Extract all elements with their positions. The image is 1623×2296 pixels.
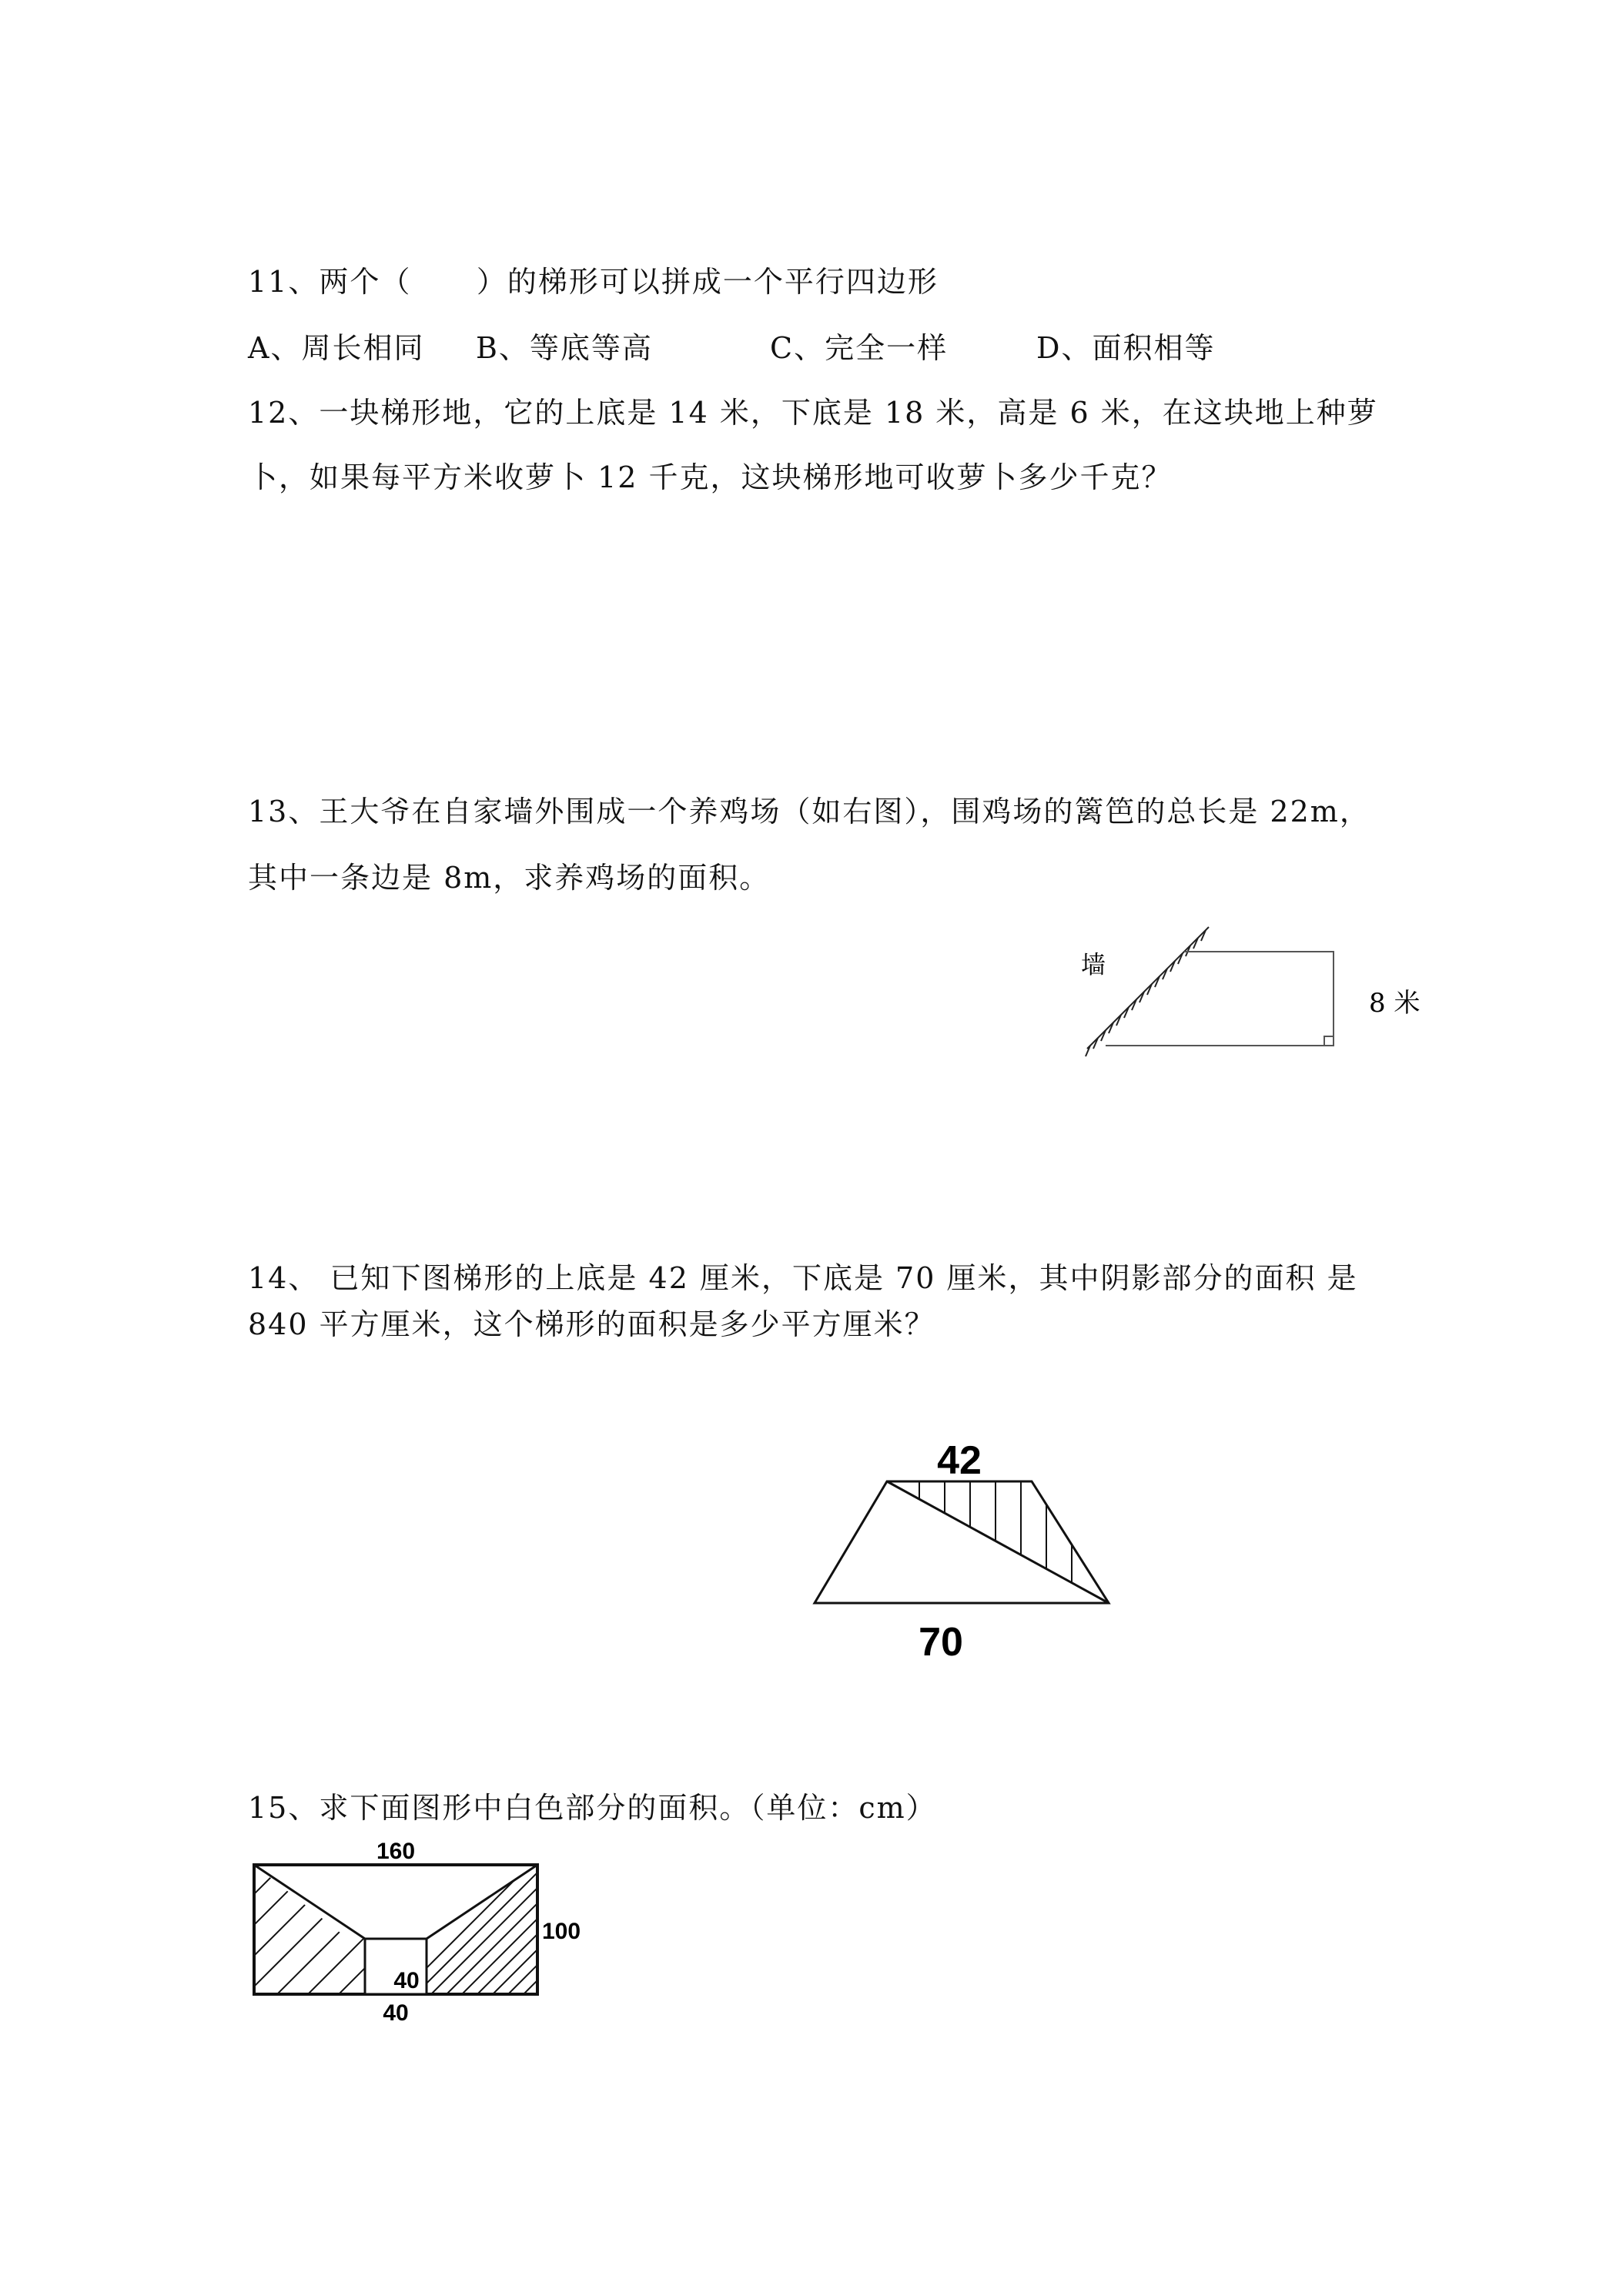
right-angle-mark — [1324, 1036, 1334, 1046]
q13-line2: 其中一条边是 8m，求养鸡场的面积。 — [248, 861, 771, 895]
trapezoid — [815, 1481, 1109, 1603]
q13-chicken-yard-figure — [1062, 916, 1447, 1070]
shaded-triangle-hatch — [919, 1481, 1072, 1582]
top-base-label: 42 — [937, 1438, 982, 1483]
diagonal — [887, 1481, 1109, 1603]
q14-trapezoid-figure — [801, 1432, 1124, 1663]
q13-line1: 13、王大爷在自家墙外围成一个养鸡场（如右图），围鸡场的篱笆的总长是 22m， — [248, 795, 1370, 828]
q15-rectangle-figure — [231, 1840, 601, 2025]
wall-hatch — [1086, 927, 1209, 1056]
wall-label: 墙 — [1081, 950, 1106, 979]
q14-line1: 14、 已知下图梯形的上底是 42 厘米，下底是 70 厘米，其中阴影部分的面积 是 — [248, 1261, 1358, 1295]
q11-option-a: A、周长相同 — [248, 331, 425, 365]
inner-square-label: 40 — [393, 1968, 420, 1993]
height-label: 100 — [542, 1919, 581, 1944]
left-slope — [254, 1865, 365, 1939]
left-shaded-region — [231, 1840, 462, 2025]
bottom-length-label: 40 — [383, 2000, 409, 2025]
q11-option-d: D、面积相等 — [1036, 331, 1216, 365]
q12-line2: 卜，如果每平方米收萝卜 12 千克，这块梯形地可收萝卜多少千克？ — [248, 460, 1173, 494]
q11-option-c: C、完全一样 — [770, 331, 949, 365]
side-length-label: 8 米 — [1369, 988, 1421, 1019]
q11-text: 11、两个（ ）的梯形可以拼成一个平行四边形 — [248, 265, 939, 299]
bottom-base-label: 70 — [919, 1620, 963, 1663]
top-length-label: 160 — [376, 1840, 416, 1864]
q15-line1: 15、求下面图形中白色部分的面积。（单位：cm） — [248, 1791, 937, 1825]
q14-line2: 840 平方厘米，这个梯形的面积是多少平方厘米？ — [248, 1307, 935, 1341]
q11-option-b: B、等底等高 — [476, 331, 653, 365]
q12-line1: 12、一块梯形地，它的上底是 14 米，下底是 18 米，高是 6 米，在这块地上种萝 — [248, 396, 1378, 430]
fence — [1106, 952, 1334, 1046]
